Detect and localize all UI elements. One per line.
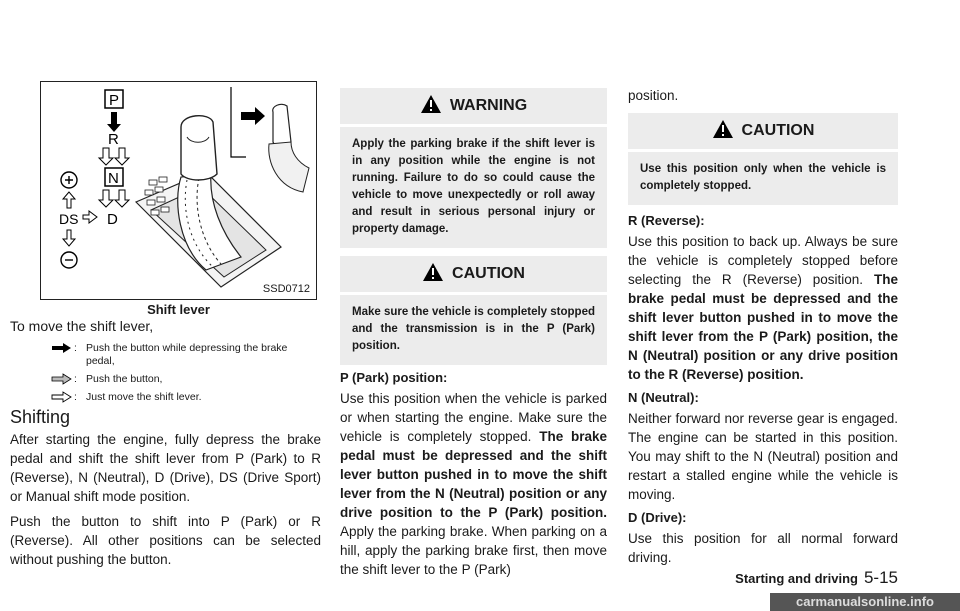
shift-lever-figure <box>40 81 317 300</box>
legend-text: Just move the shift lever. <box>86 391 202 403</box>
warning-text: Apply the parking brake if the shift lever is in any position while the engine is not running. Failure to do so could cause the vehicle to move unexpectedly or roll away and result in serious personal injury or property damage. <box>340 124 607 248</box>
outline-arrow-icon <box>50 391 74 403</box>
page-footer <box>735 568 898 588</box>
paragraph: Use this position when the vehicle is parked or when starting the engine. Make sure the vehicle is completely stopped. The brake pedal must be depressed and the shift lever button pushed in to move the shift lever from the N (Neutral) position or any drive position to the P (Park) position. Apply the parking brake. When parking on a hill, apply the parking brake first, then move the shift lever to the P (Park) <box>340 391 608 577</box>
neutral-heading: N (Neutral): <box>628 390 699 405</box>
paragraph: After starting the engine, fully depress the brake pedal and shift the shift lever from P (Park) to R (Reverse), N (Neutral), D (Drive), DS (Drive Sport) or Manual shift mode position. <box>10 432 321 504</box>
warning-triangle-icon <box>712 119 734 144</box>
caution-title: CAUTION <box>452 265 525 282</box>
drive-heading: D (Drive): <box>628 510 687 525</box>
paragraph: Use this position to back up. Always be sure the vehicle is completely stopped before selecting the R (Reverse) position. The brake pedal must be depressed and the shift lever button pushed in to move the shift lever from the P (Park) position, the N (Neutral) position or any drive position to the R (Reverse) position. <box>628 234 898 382</box>
legend-row: : Just move the shift lever. <box>50 391 315 404</box>
caution-title: CAUTION <box>741 122 815 139</box>
park-heading: P (Park) position: <box>340 370 448 385</box>
caution-text: Make sure the vehicle is completely stopped and the transmission is in the P (Park) position. <box>340 292 607 365</box>
section-heading: Shifting <box>10 407 71 427</box>
legend-text: Push the button, <box>86 373 163 385</box>
gear-r-label: R <box>108 131 119 148</box>
caution-box <box>628 113 898 205</box>
hatched-arrow-icon <box>50 373 74 385</box>
warning-title: WARNING <box>449 97 528 114</box>
footer-section: Starting and driving <box>735 571 858 586</box>
watermark: carmanualsonline.info <box>770 593 960 611</box>
figure-id: SSD0712 <box>262 283 310 295</box>
legend-text: Push the button while depressing the brake pedal, <box>86 342 288 367</box>
park-continued: position. <box>628 88 679 103</box>
shifting-body <box>10 430 321 575</box>
warning-triangle-icon <box>420 94 442 119</box>
shift-lever-illustration <box>41 82 316 299</box>
legend-row: : Push the button, <box>50 373 315 386</box>
gear-d-label: D <box>107 211 118 228</box>
legend <box>50 342 315 409</box>
figure-caption: Shift lever <box>147 302 210 317</box>
page-number: 5-15 <box>863 568 898 587</box>
gear-positions <box>628 213 898 573</box>
warning-triangle-icon <box>422 262 444 287</box>
solid-arrow-icon <box>50 342 74 354</box>
caution-box <box>340 256 607 365</box>
gear-n-label: N <box>108 170 119 187</box>
paragraph: Use this position for all normal forward driving. <box>628 531 898 565</box>
gear-p-label: P <box>109 92 120 109</box>
park-section <box>340 370 607 585</box>
legend-row: : Push the button while depressing the brake pedal, <box>50 342 315 368</box>
warning-box <box>340 88 607 248</box>
reverse-heading: R (Reverse): <box>628 213 705 228</box>
paragraph: Push the button to shift into P (Park) or R (Reverse). All other positions can be selected without pushing the button. <box>10 514 321 567</box>
intro-text: To move the shift lever, <box>10 318 154 334</box>
caution-text: Use this position only when the vehicle is completely stopped. <box>628 149 898 205</box>
paragraph: Neither forward nor reverse gear is engaged. The engine can be started in this position. You may shift to the N (Neutral) position and restart a stalled engine while the vehicle is moving. <box>628 411 898 502</box>
gear-ds-label: DS <box>59 211 79 227</box>
